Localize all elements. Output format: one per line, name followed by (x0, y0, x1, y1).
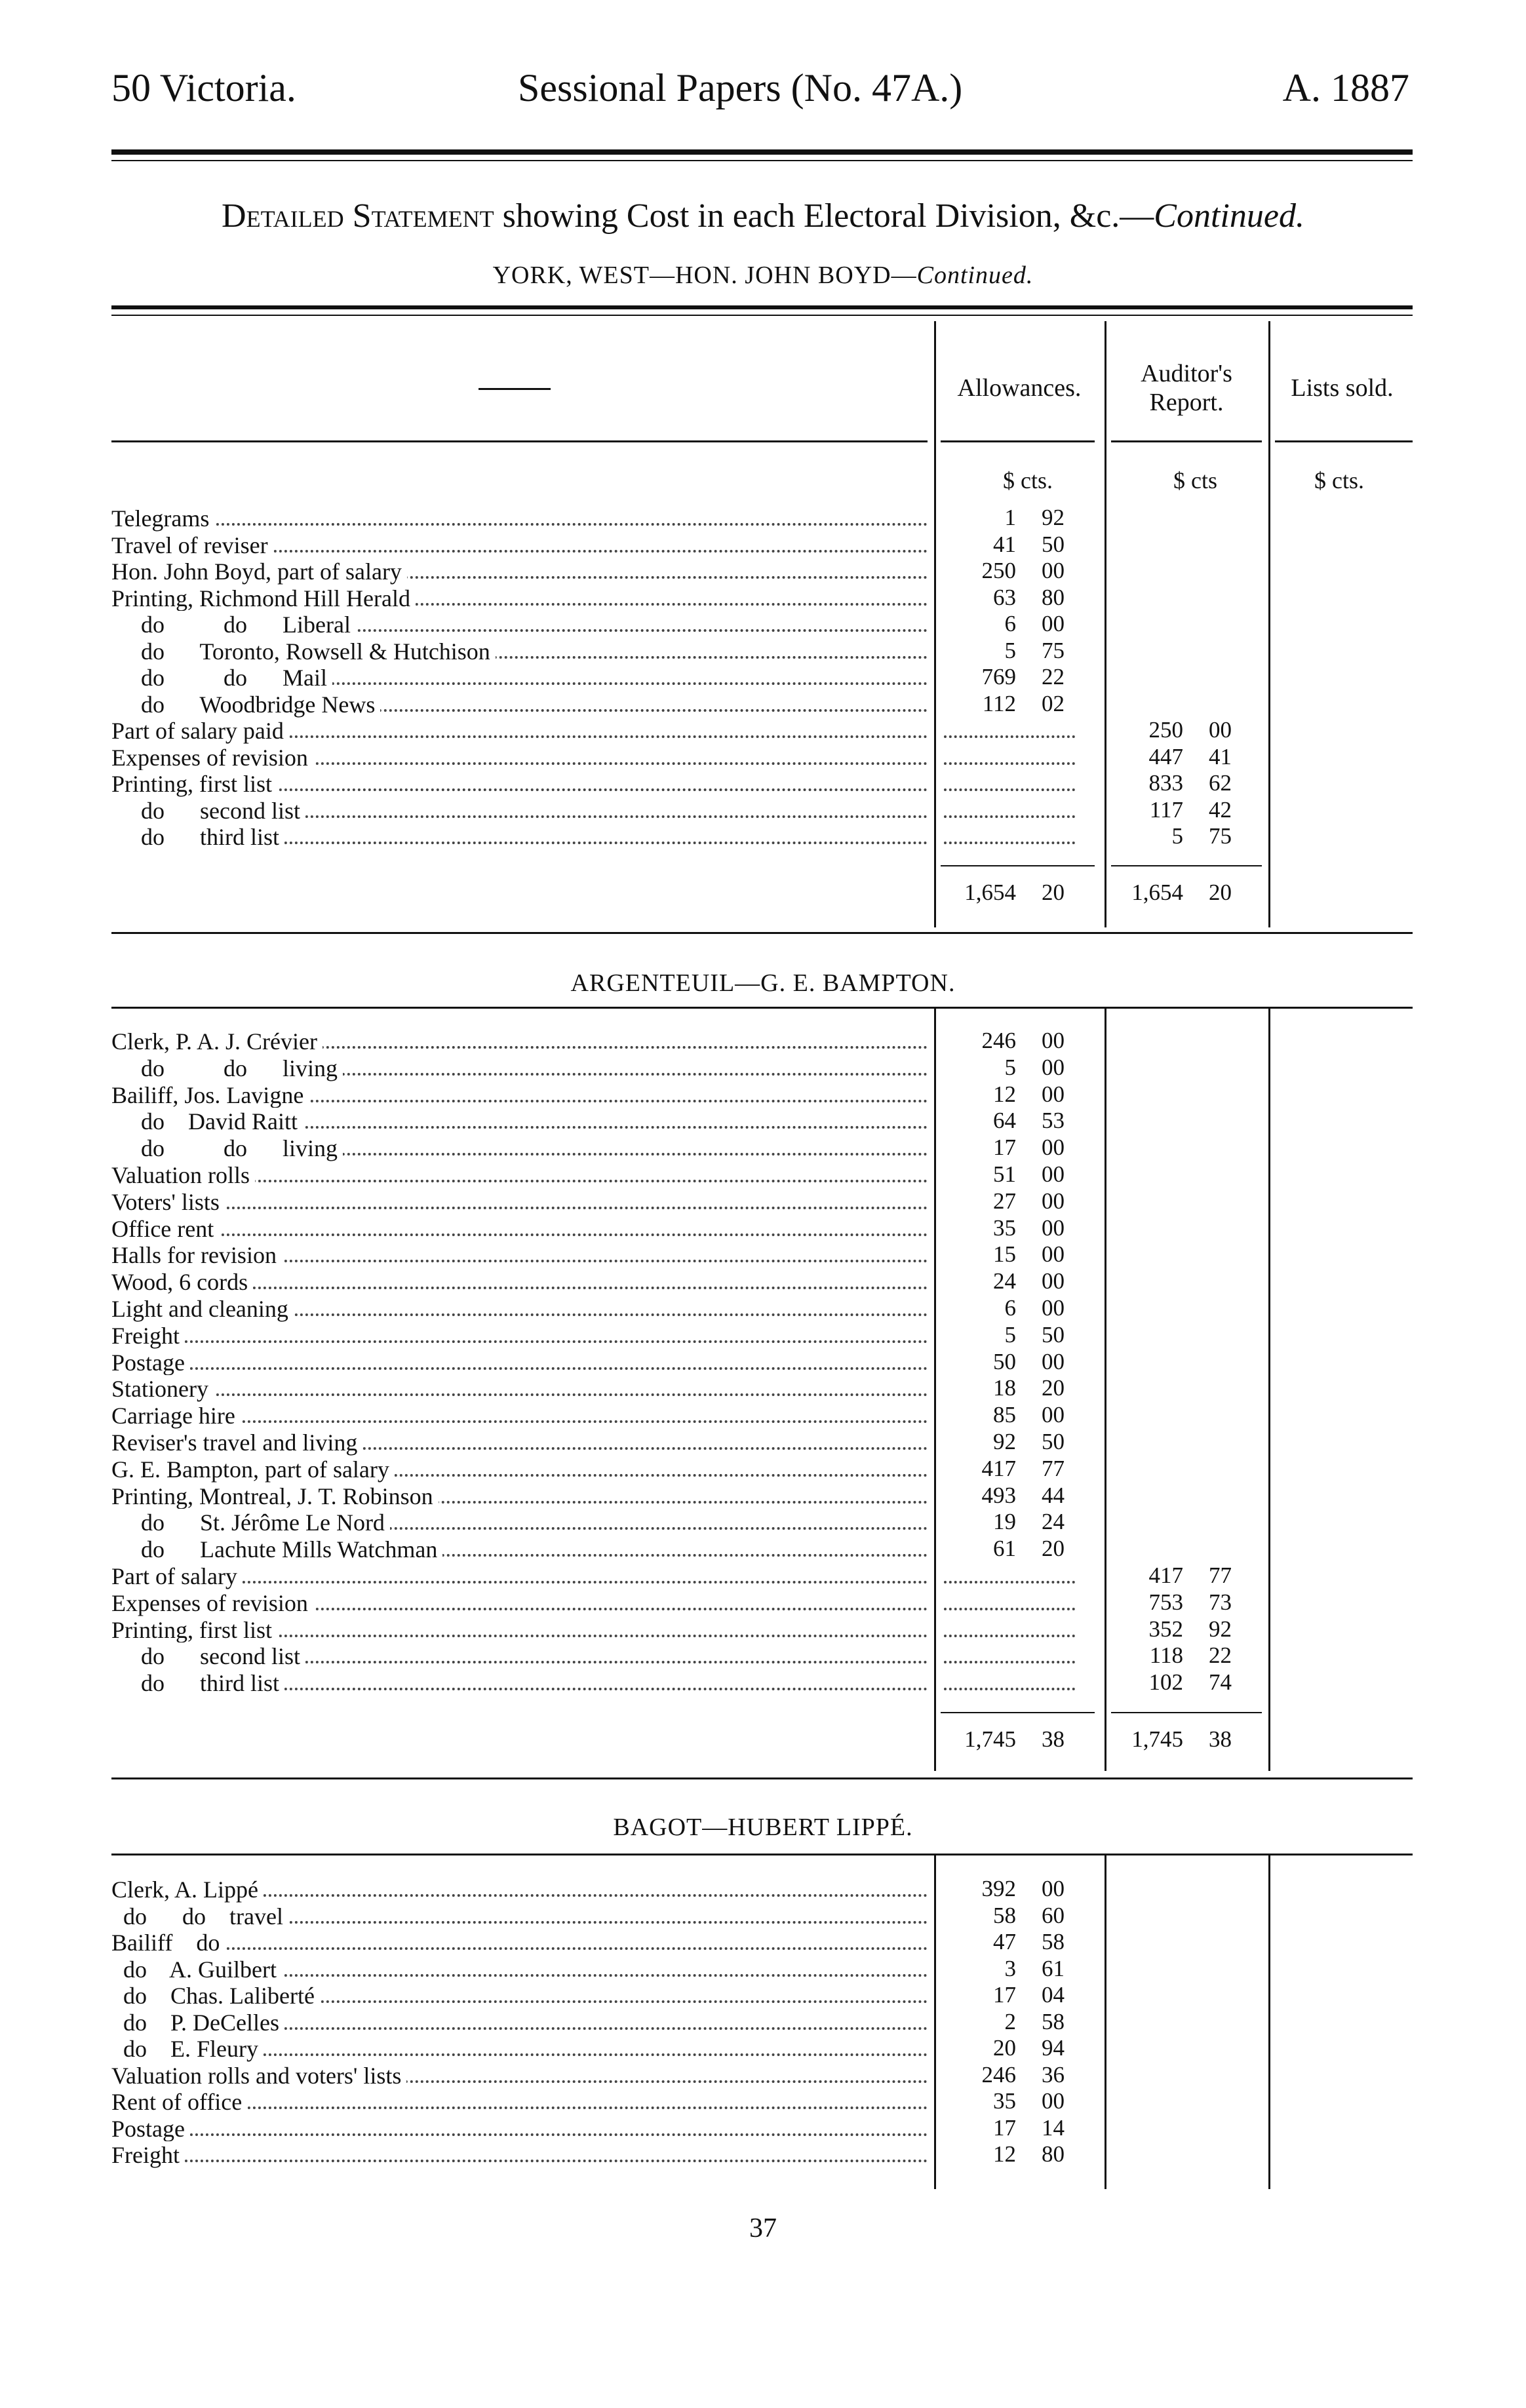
table-row (111, 823, 1422, 849)
table-row (111, 1081, 1422, 1108)
allowance-amount: 63 80 (993, 584, 1065, 610)
table-row (111, 1241, 1422, 1268)
section-rule (111, 1854, 1413, 1855)
row-label: do Woodbridge News (111, 691, 380, 718)
description-dash (479, 388, 551, 390)
section2-total-row (111, 1726, 1422, 1753)
total-auditors: 1,745 38 (1131, 1726, 1232, 1752)
allowance-amount: 769 22 (981, 664, 1065, 689)
row-label: do do Mail (111, 664, 332, 691)
row-label: Carriage hire (111, 1402, 241, 1429)
statement-title-mid: showing Cost in each Electoral Division, &c.— (502, 197, 1154, 235)
table-row (111, 1108, 1422, 1134)
row-label: Rent of office (111, 2088, 247, 2116)
row-label: Bailiff, Jos. Lavigne (111, 1081, 309, 1109)
header-rule-thin (111, 160, 1413, 161)
table-row (111, 1956, 1422, 1982)
blank-leader (944, 762, 1075, 765)
table-row (111, 2115, 1422, 2141)
row-label: do A. Guilbert (111, 1956, 282, 1983)
allowance-amount: 246 36 (981, 2061, 1065, 2088)
blank-leader (944, 815, 1075, 818)
page-number: 37 (749, 2213, 777, 2243)
row-label: Printing, first list (111, 770, 277, 798)
row-label: do do travel (111, 1903, 288, 1930)
allowance-amount: 493 44 (981, 1482, 1065, 1508)
blank-leader (944, 842, 1075, 844)
auditor-amount: 753 73 (1148, 1589, 1232, 1615)
allowances-units: $ cts. (1003, 467, 1053, 494)
table-row (111, 1669, 1422, 1696)
table-row (111, 2009, 1422, 2035)
table-row (111, 1215, 1422, 1241)
table-row (111, 1349, 1422, 1375)
allowance-amount: 64 53 (993, 1108, 1065, 1134)
table-row (111, 1456, 1422, 1482)
row-label: do Chas. Laliberté (111, 1982, 320, 2010)
leader-dots (111, 1393, 928, 1396)
auditor-amount: 417 77 (1148, 1563, 1232, 1588)
table-row (111, 717, 1422, 743)
allowance-amount: 85 00 (993, 1402, 1065, 1428)
auditor-amount: 117 42 (1149, 796, 1232, 823)
total-rule (1111, 1712, 1262, 1713)
table-row (111, 1268, 1422, 1294)
header-underline (941, 440, 1095, 442)
row-label: do Lachute Mills Watchman (111, 1536, 442, 1563)
row-label: Printing, Montreal, J. T. Robinson (111, 1483, 439, 1510)
row-label: Freight (111, 2141, 185, 2169)
auditor-amount: 250 00 (1148, 717, 1232, 743)
table-row (111, 797, 1422, 823)
row-label: do second list (111, 1642, 305, 1670)
allowance-amount: 35 00 (993, 1214, 1065, 1241)
allowance-amount: 15 00 (993, 1241, 1065, 1268)
total-rule (941, 865, 1095, 866)
table-row (111, 1876, 1422, 1902)
table-row (111, 2062, 1422, 2088)
allowance-amount: 1 92 (1004, 505, 1065, 530)
allowance-amount: 24 00 (993, 1268, 1065, 1294)
table-row (111, 770, 1422, 796)
auditors-report-column-header: Auditor's Report. (1141, 360, 1232, 416)
table-row (111, 1161, 1422, 1188)
allowance-amount: 17 04 (993, 1982, 1065, 2008)
total-allowances: 1,654 20 (964, 880, 1065, 905)
allowance-amount: 3 61 (1004, 1955, 1065, 1981)
table-row (111, 1295, 1422, 1321)
subtitle-main: YORK, WEST—HON. JOHN BOYD— (492, 262, 917, 289)
statement-title-tail: Continued. (1154, 197, 1304, 235)
allowance-amount: 20 94 (993, 2035, 1065, 2061)
row-label: Postage (111, 1349, 190, 1376)
allowances-column-header: Allowances. (957, 374, 1082, 402)
allowance-amount: 27 00 (993, 1188, 1065, 1214)
allowance-amount: 5 00 (1004, 1054, 1065, 1080)
section-rule (111, 932, 1413, 934)
leader-dots (111, 1340, 928, 1343)
row-label: do P. DeCelles (111, 2009, 284, 2036)
table-row (111, 1429, 1422, 1455)
table-row (111, 664, 1422, 690)
allowance-amount: 5 75 (1004, 637, 1065, 663)
leader-dots (111, 1367, 928, 1370)
row-label: Expenses of revision (111, 744, 313, 771)
header-rule (111, 149, 1413, 155)
leader-dots (111, 1233, 928, 1236)
row-label: do Toronto, Rowsell & Hutchison (111, 638, 496, 665)
row-label: Halls for revision (111, 1241, 282, 1269)
auditor-amount: 352 92 (1148, 1616, 1232, 1642)
division-subtitle (0, 261, 1526, 290)
table-row (111, 1642, 1422, 1669)
leader-dots (111, 523, 928, 526)
allowance-amount: 417 77 (981, 1455, 1065, 1481)
row-label: Valuation rolls and voters' lists (111, 2062, 406, 2089)
allowance-amount: 19 24 (993, 1509, 1065, 1535)
blank-leader (944, 788, 1075, 791)
table-row (111, 585, 1422, 611)
allowance-amount: 51 00 (993, 1161, 1065, 1187)
row-label: Printing, first list (111, 1616, 277, 1644)
lists-sold-column-header: Lists sold. (1291, 374, 1394, 402)
table-row (111, 1483, 1422, 1509)
allowance-amount: 12 00 (993, 1081, 1065, 1107)
row-label: do second list (111, 797, 305, 825)
header-title: Sessional Papers (No. 47A.) (518, 66, 963, 109)
table-row (111, 611, 1422, 637)
allowance-amount: 41 50 (993, 531, 1065, 557)
auditor-amount: 118 22 (1149, 1642, 1232, 1669)
section2-title: ARGENTEUIL—G. E. BAMPTON. (570, 969, 956, 997)
table-row (111, 505, 1422, 531)
row-label: Bailiff do (111, 1929, 225, 1956)
allowance-amount: 17 14 (993, 2114, 1065, 2141)
row-label: do do living (111, 1135, 343, 1162)
running-header (111, 59, 1409, 125)
table-row (111, 1536, 1422, 1562)
leader-dots (111, 2133, 928, 2136)
table-row (111, 1402, 1422, 1428)
table-row (111, 744, 1422, 770)
table-row (111, 1903, 1422, 1929)
total-rule (941, 1712, 1095, 1713)
table-row (111, 558, 1422, 584)
blank-leader (944, 1688, 1075, 1690)
allowance-amount: 392 00 (981, 1876, 1065, 1901)
table-row (111, 1028, 1422, 1054)
allowance-amount: 47 58 (993, 1929, 1065, 1954)
allowance-amount: 35 00 (993, 2088, 1065, 2114)
row-label: do St. Jérôme Le Nord (111, 1509, 390, 1536)
row-label: do E. Fleury (111, 2035, 264, 2063)
row-label: Clerk, A. Lippé (111, 1876, 264, 1903)
allowance-amount: 112 02 (982, 690, 1065, 716)
row-label: Hon. John Boyd, part of salary (111, 558, 407, 585)
allowance-amount: 50 00 (993, 1348, 1065, 1374)
leader-dots (111, 1207, 928, 1209)
allowance-amount: 6 00 (1004, 611, 1065, 636)
table-row (111, 1929, 1422, 1955)
total-rule (1111, 865, 1262, 866)
table-row (111, 1563, 1422, 1589)
total-auditors: 1,654 20 (1131, 880, 1232, 905)
blank-leader (944, 735, 1075, 738)
auditor-amount: 447 41 (1148, 743, 1232, 769)
table-top-rule-thin (111, 315, 1413, 316)
row-label: do do living (111, 1055, 343, 1082)
row-label: Printing, Richmond Hill Herald (111, 585, 416, 612)
section-rule (111, 1007, 1413, 1009)
section3-title: BAGOT—HUBERT LIPPÉ. (613, 1814, 913, 1841)
header-year: A. 1887 (1282, 66, 1409, 109)
row-label: Office rent (111, 1215, 219, 1243)
row-label: Postage (111, 2115, 190, 2143)
table-row (111, 1135, 1422, 1161)
allowance-amount: 5 50 (1004, 1321, 1065, 1348)
allowance-amount: 18 20 (993, 1375, 1065, 1401)
allowance-amount: 246 00 (981, 1028, 1065, 1053)
row-label: Clerk, P. A. J. Crévier (111, 1028, 323, 1055)
blank-leader (944, 1608, 1075, 1610)
row-label: Travel of reviser (111, 532, 273, 559)
total-allowances: 1,745 38 (964, 1726, 1065, 1752)
auditor-amount: 5 75 (1171, 823, 1232, 849)
row-label: do third list (111, 1669, 284, 1697)
row-label: Telegrams (111, 505, 214, 532)
table-top-rule (111, 305, 1413, 309)
allowance-amount: 6 00 (1004, 1295, 1065, 1321)
allowance-amount: 2 58 (1004, 2008, 1065, 2034)
auditors-units: $ cts (1173, 467, 1217, 494)
header-underline (111, 440, 928, 442)
row-label: do David Raitt (111, 1108, 303, 1135)
table-row (111, 1509, 1422, 1535)
row-label: Part of salary paid (111, 717, 289, 745)
auditor-amount: 102 74 (1148, 1669, 1232, 1696)
row-label: Valuation rolls (111, 1161, 255, 1189)
row-label: Wood, 6 cords (111, 1268, 253, 1296)
allowance-amount: 92 50 (993, 1429, 1065, 1454)
allowance-amount: 12 80 (993, 2141, 1065, 2167)
allowance-amount: 61 20 (993, 1536, 1065, 1562)
allowance-amount: 58 60 (993, 1902, 1065, 1928)
header-underline (1111, 440, 1262, 442)
table-row (111, 532, 1422, 558)
leader-dots (111, 1947, 928, 1950)
allowance-amount: 17 00 (993, 1135, 1065, 1161)
table-row (111, 1188, 1422, 1214)
table-row (111, 1616, 1422, 1642)
subtitle-continued: Continued. (916, 262, 1034, 289)
row-label: G. E. Bampton, part of salary (111, 1456, 395, 1483)
allowance-amount: 250 00 (981, 558, 1065, 583)
row-label: do do Liberal (111, 611, 356, 638)
table-row (111, 691, 1422, 717)
row-label: Part of salary (111, 1563, 243, 1590)
header-volume: 50 Victoria. (111, 66, 296, 109)
table-row (111, 1375, 1422, 1401)
table-row (111, 2088, 1422, 2114)
statement-title (0, 197, 1526, 235)
row-label: Light and cleaning (111, 1295, 294, 1323)
section1-total-row (111, 880, 1422, 906)
auditor-amount: 833 62 (1148, 770, 1232, 796)
table-row (111, 1982, 1422, 2008)
lists-sold-units: $ cts. (1314, 467, 1364, 494)
leader-dots (111, 2160, 928, 2162)
table-row (111, 2035, 1422, 2061)
blank-leader (944, 1581, 1075, 1583)
table-row (111, 1589, 1422, 1616)
row-label: Voters' lists (111, 1188, 225, 1216)
row-label: Expenses of revision (111, 1589, 313, 1617)
statement-title-lead: Detailed Statement (222, 197, 494, 235)
blank-leader (944, 1635, 1075, 1637)
table-row (111, 1055, 1422, 1081)
row-label: Reviser's travel and living (111, 1429, 362, 1456)
table-row (111, 1322, 1422, 1348)
header-underline (1275, 440, 1413, 442)
row-label: Stationery (111, 1375, 214, 1403)
section-rule (111, 1777, 1413, 1779)
table-row (111, 638, 1422, 664)
table-row (111, 2141, 1422, 2167)
row-label: do third list (111, 823, 284, 851)
row-label: Freight (111, 1322, 185, 1350)
blank-leader (944, 1661, 1075, 1663)
